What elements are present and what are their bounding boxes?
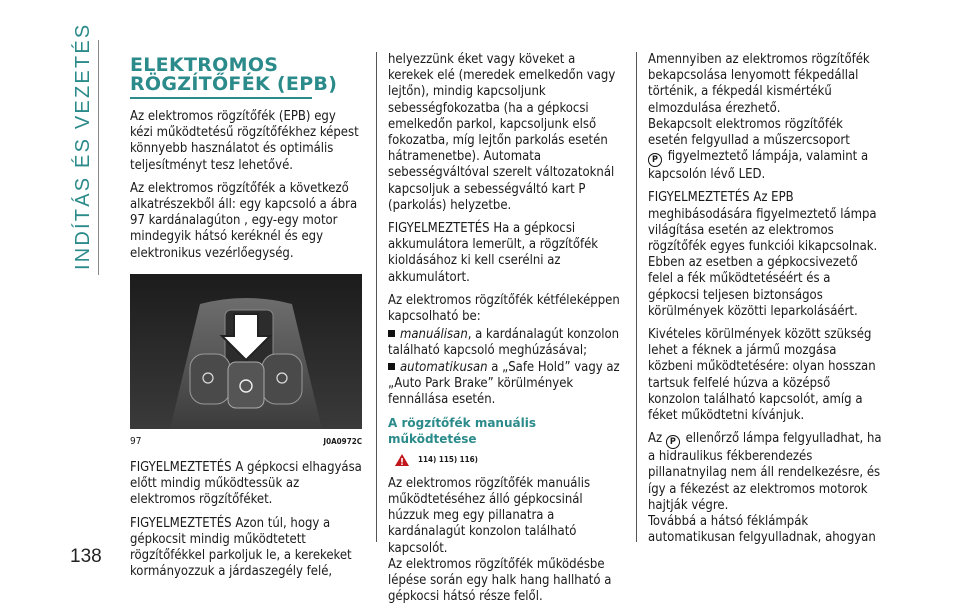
column-3	[648, 52, 882, 553]
paragraph: Az elektromos rögzítőfék a következő alkatrészekből áll: egy kapcsoló a ábra 97 kardánalagúton , egy-egy motor mindegyik hátsó keréknél és egy elektronikus vezérlőegység.	[130, 180, 358, 261]
paragraph: Az elektromos rögzítőfék kétféleképpen kapcsolható be:	[388, 292, 620, 325]
column-1	[130, 56, 362, 587]
section-side-title: INDÍTÁS ÉS VEZETÉS	[72, 22, 94, 270]
warning-reference-numbers: 114) 115) 116)	[418, 454, 478, 464]
figure-code: J0A0972C	[323, 436, 362, 446]
paragraph-text: figyelmeztető lámpája, valamint a kapcsolón lévő LED.	[648, 149, 869, 183]
list-item	[388, 327, 624, 359]
paragraph: Amennyiben az elektromos rögzítőfék bekapcsolása lenyomott fékpedállal történik, a fékpedál kismértékű elmozdulása érezhető.	[648, 52, 870, 116]
paragraph: Az elektromos rögzítőfék (EPB) egy kézi működtetésű rögzítőfékhez képest könnyebb használatot és optimális teljesítményt tesz lehetővé.	[130, 109, 359, 173]
list-item-text: , a kardánalagút konzolon található kapcsoló meghúzásával;	[388, 327, 620, 359]
heading-underline	[130, 97, 312, 99]
side-divider	[98, 40, 99, 275]
figure-caption	[130, 434, 362, 450]
heading-line-1: ELEKTROMOS	[130, 54, 279, 76]
subheading: A rögzítőfék manuális működtetése	[388, 416, 536, 447]
figure-number: 97	[130, 435, 142, 447]
warning-paragraph: FIGYELMEZTETÉS Ha a gépkocsi akkumulátora lemerült, a rögzítőfék kioldásához ki kell cserélni az akkumulátort.	[388, 221, 599, 285]
paragraph-text: Az	[648, 431, 663, 447]
epb-switch-photo	[130, 274, 362, 429]
list-item-text: a „Safe Hold” vagy az „Auto Park Brake” körülmények fennállása esetén.	[388, 359, 620, 408]
paragraph: Kivételes körülmények között szükség lehet a féknek a jármű mozgása közbeni működtetésére: olyan hosszan tartsuk felfelé húzva a középső konzolon található kapcsolót, amíg a féket működtetni kívánjuk.	[648, 327, 876, 424]
bullet-square-icon	[388, 363, 395, 370]
paragraph: Továbbá a hátsó féklámpák automatikusan felgyulladnak, ahogyan	[648, 514, 876, 546]
warning-references	[394, 452, 624, 468]
warning-paragraph: FIGYELMEZTETÉS A gépkocsi elhagyása előtt mindig működtessük az elektromos rögzítőféket.	[130, 460, 362, 508]
column-2	[388, 52, 624, 613]
column-divider	[376, 52, 377, 542]
bullet-square-icon	[388, 330, 395, 337]
warning-triangle-icon	[394, 453, 410, 467]
parking-brake-lamp-icon: P	[666, 435, 680, 449]
paragraph-text: ellenőrző lámpa felgyulladhat, ha a hidraulikus fékberendezés pillanatnyilag nem áll rendelkezésre, és így a fékezést az elektromos motorok hajtják végre.	[648, 431, 882, 513]
paragraph: Az elektromos rögzítőfék működésbe lépése során egy halk hang hallható a gépkocsi hátsó része felől.	[388, 556, 612, 605]
paragraph	[648, 117, 882, 184]
paragraph: helyezzünk éket vagy köveket a kerekek elé (meredek emelkedőn vagy lejtőn), mindig kapcsoljunk sebességfokozatba (ha a gépkocsi emelkedőn parkol, kapcsoljunk első fokozatba, míg lejtőn parkolás esetén hátramenetbe). Automata sebességváltóval szerelt változatoknál kapcsoljuk a sebességváltó kart P (parkolás) helyzetbe.	[388, 52, 616, 213]
warning-paragraph: FIGYELMEZTETÉS Azon túl, hogy a gépkocsit mindig működtetett rögzítőfékkel parkoljuk le, a kerekeket kormányozzuk a járdaszegély felé,	[130, 515, 352, 580]
parking-brake-lamp-icon: P	[648, 153, 662, 167]
list-item-emphasis: automatikusan	[400, 359, 488, 375]
paragraph	[648, 431, 882, 514]
heading-line-2: RÖGZÍTŐFÉK (EPB)	[130, 73, 338, 95]
paragraph: Az elektromos rögzítőfék manuális működtetéséhez álló gépkocsinál húzzuk meg egy pillanatra a kardánalagút konzolon található kapcsolót.	[388, 475, 591, 556]
list-item-emphasis: manuálisan	[400, 327, 468, 343]
page-number: 138	[70, 546, 102, 567]
list-item	[388, 360, 624, 409]
warning-paragraph: FIGYELMEZTETÉS Az EPB meghibásodására figyelmeztető lámpa világítása esetén az elektromos rögzítőfék egyes funkciói kikapcsolnak. Ebben az esetben a gépkocsivezető felel a fék működtetéséért és a gépkocsi teljesen biztonságos körülmények közötti leparkolásáért.	[648, 190, 878, 319]
column-divider	[636, 52, 637, 542]
paragraph-text: Bekapcsolt elektromos rögzítőfék esetén felgyullad a műszercsoport	[648, 116, 850, 149]
figure-epb-switch	[130, 274, 362, 429]
section-heading	[130, 56, 362, 99]
